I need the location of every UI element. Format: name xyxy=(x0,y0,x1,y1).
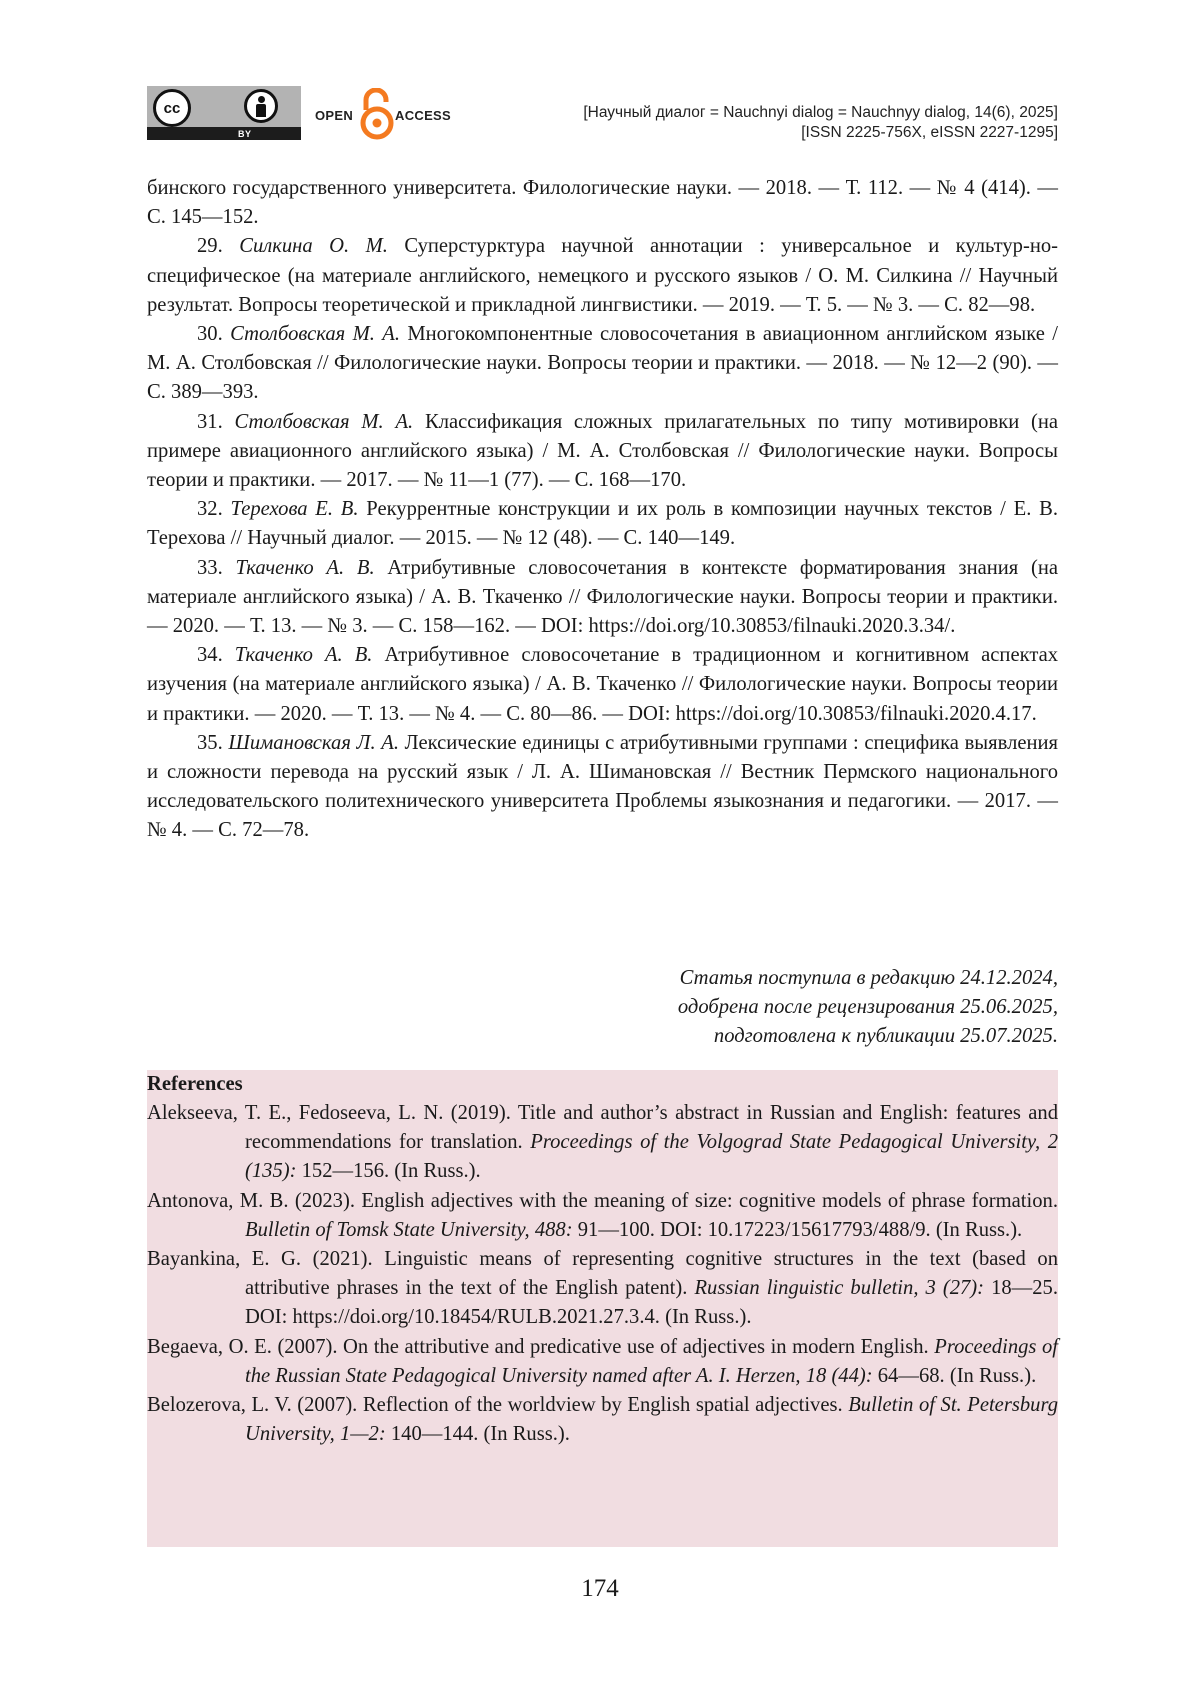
page-number: 174 xyxy=(581,1575,619,1602)
license-by-label: BY xyxy=(238,129,252,139)
reference-author: Шимановская Л. А. xyxy=(228,731,400,754)
open-access-word-open: OPEN xyxy=(315,108,354,123)
approved-date: одобрена после рецензирования 25.06.2025, xyxy=(677,996,1058,1019)
reference-en-item: Belozerova, L. V. (2007). Reflection of the worldview by English spatial adjectives. Bulletin of St. Petersburg University, 1—2: 140—144. (In Russ.). xyxy=(147,1394,1058,1446)
references-heading: References xyxy=(147,1073,243,1095)
reference-author: Столбовская М. А. xyxy=(234,410,414,433)
reference-item: 35. Шимановская Л. А. Лексические единицы с атрибутивными группами : специфика выявления и сложности перевода на русский язык / Л. А. Шимановская // Вестник Пермского национального исследовательского политехнического университета Проблемы языкознания и педагогики. — 2017. — № 4. — С. 72—78. xyxy=(147,731,1059,842)
open-lock-icon xyxy=(360,88,394,140)
reference-item: 33. Ткаченко А. В. Атрибутивные словосочетания в контексте форматирования знания (на материале английского языка) / А. В. Ткаченко // Филологические науки. Вопросы теории и практики. — 2020. — Т. 13. — № 3. — С. 158—162. — DOI: https://doi.​org/10.30853/filnauki.2020.3.34/. xyxy=(147,556,1059,638)
reference-en-item: Antonova, M. B. (2023). English adjectives with the meaning of size: cognitive models of phrase formation. Bulletin of Tomsk State University, 488: 91—100. DOI: 10.17223/15617793/488/9. (In Russ.). xyxy=(147,1189,1058,1241)
reference-item: 29. Силкина О. М. Суперстурктура научной аннотации : универсальное и культур-но-специфическое (на материале английского, немецкого и русского языков / О. М. Силкина // Научный результат. Вопросы теоретической и прикладной лингвистики. — 2019. — Т. 5. — № 3. — С. 82—98. xyxy=(147,235,1059,316)
prepared-date: подготовлена к публикации 25.07.2025. xyxy=(713,1025,1058,1048)
reference-item: 30. Столбовская М. А. Многокомпонентные словосочетания в авиационном английском языке / М. А. Столбовская // Филологические науки. Вопросы теории и практики. — 2018. — № 12—2 (90). — С. 389—393. xyxy=(147,323,1058,404)
cc-icon: cc xyxy=(153,89,191,127)
references-english-list xyxy=(147,1099,1058,1449)
received-date: Статья поступила в редакцию 24.12.2024, xyxy=(679,967,1058,989)
citation-line-1: [Научный диалог = Nauchnyi dialog = Nauchnyy dialog, 14(6), 2025] xyxy=(583,104,1058,121)
license-bar xyxy=(147,127,301,140)
references-english-block xyxy=(147,1070,1058,1547)
reference-author: Столбовская М. А. xyxy=(230,323,400,346)
reference-author: Терехова Е. В. xyxy=(230,498,359,521)
reference-item: 32. Терехова Е. В. Рекуррентные конструкции и их роль в композиции научных текстов / Е. В. Терехова // Научный диалог. — 2015. — № 12 (48). — С. 140—149. xyxy=(147,498,1058,550)
journal-citation-header xyxy=(583,103,1058,143)
citation-line-2: [ISSN 2225-756X, eISSN 2227-1295] xyxy=(801,124,1058,141)
cc-by-license-badge[interactable] xyxy=(147,86,301,140)
reference-author: Ткаченко А. В. xyxy=(235,556,375,579)
reference-en-item: Begaeva, O. E. (2007). On the attributive and predicative use of adjectives in modern English. Proceedings of the Russian State Pedagogical University named after A. I. Herzen, 18 (44): 64—68. (In Russ.). xyxy=(147,1335,1058,1387)
article-dates xyxy=(678,964,1058,1052)
reference-item: 31. Столбовская М. А. Классификация сложных прилагательных по типу мотивировки (на примере авиационного английского языка) / М. А. Столбовская // Филологические науки. Вопросы теории и практики. — 2017. — № 11—1 (77). — С. 168—170. xyxy=(147,410,1059,492)
reference-author: Ткаченко А. В. xyxy=(234,644,373,667)
reference-en-item: Bayankina, E. G. (2021). Linguistic means of representing cognitive structures in the text (based on attributive phrases in the text of the English patent). Russian linguistic bulletin, 3 (27): 18—25. DOI: https://doi.org/10.18454/RULB.2021.27.3.4. (In Russ.). xyxy=(147,1248,1059,1329)
open-access-word-access: ACCESS xyxy=(395,108,451,123)
reference-author: Силкина О. М. xyxy=(239,235,388,258)
reference-en-item: Alekseeva, T. E., Fedoseeva, L. N. (2019). Title and author’s abstract in Russian and English: features and recommendations for translation. Proceedings of the Volgograd State Pedagogical University, 2 (135): 152—156. (In Russ.). xyxy=(147,1102,1059,1183)
reference-item: 34. Ткаченко А. В. Атрибутивное словосочетание в традиционном и когнитивном аспектах изучения (на материале английского языка) / А. В. Ткаченко // Филологические науки. Вопросы теории и практики. — 2020. — Т. 13. — № 4. — С. 80—86. — DOI: https://doi.org/10.30853/filnauki.2020.4.17. xyxy=(147,644,1059,725)
references-russian xyxy=(147,174,1058,846)
reference-continuation: бинского государственного университета. Филологические науки. — 2018. — Т. 112. — № 4 (414). — С. 145—152. xyxy=(147,177,1058,229)
attribution-person-icon xyxy=(244,89,278,123)
